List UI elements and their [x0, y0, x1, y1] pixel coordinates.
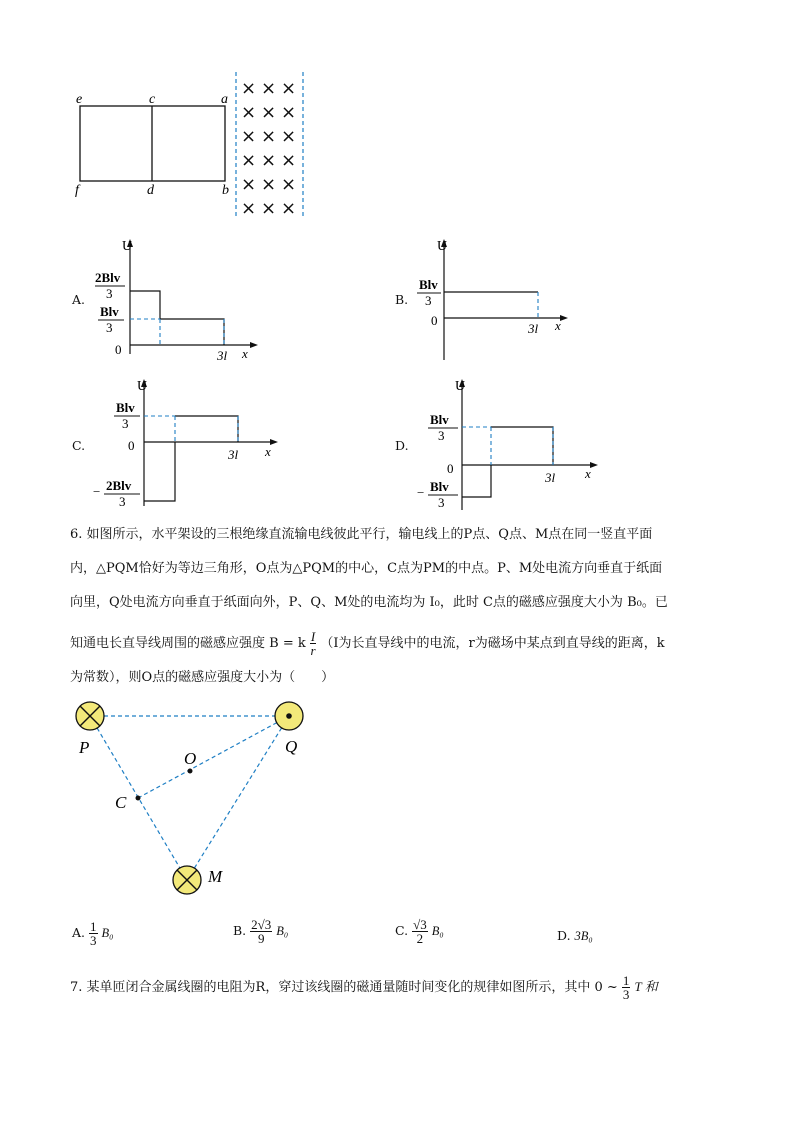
field-cross-symbol: ×	[261, 78, 277, 99]
y-neg-sign: −	[93, 484, 101, 499]
triangle-figure	[66, 696, 326, 906]
graph-c-curve-pos	[175, 416, 238, 442]
y-den: 3	[425, 293, 432, 308]
axis-u-label: U	[455, 379, 466, 394]
field-cross-symbol: ×	[241, 198, 257, 219]
label-b: b	[222, 183, 229, 198]
axis-x-label: x	[585, 466, 591, 481]
frac-num: √3	[413, 917, 427, 932]
q6-option-b[interactable]	[233, 918, 288, 945]
formula-num: I	[310, 629, 316, 644]
graph-a	[92, 234, 267, 364]
axis-u-label: U	[437, 239, 448, 254]
circuit-figure	[60, 66, 320, 226]
frac-den: 2	[416, 931, 424, 946]
field-cross-symbol: ×	[281, 102, 297, 123]
q6-option-c-tail: B₀	[431, 924, 444, 938]
label-e: e	[76, 92, 83, 107]
field-cross-symbol: ×	[241, 174, 257, 195]
field-cross-symbol: ×	[241, 78, 257, 99]
graph-a-curve	[130, 291, 224, 345]
q6-option-a-tail: B₀	[101, 926, 114, 940]
label-f: f	[75, 183, 79, 198]
graph-c-curve-neg	[144, 442, 175, 501]
frac-num: 2√3	[251, 917, 272, 932]
graph-d	[414, 374, 614, 519]
graph-d-curve-neg	[462, 465, 491, 497]
q6-line-5: 为常数），则O点的磁感应强度大小为（ ）	[70, 670, 335, 685]
y-neg-num: 2Blv	[106, 478, 132, 493]
frac-den: 3	[622, 987, 630, 1002]
y-pos-den: 3	[438, 428, 445, 443]
field-cross-symbol: ×	[281, 198, 297, 219]
axis-u-label: U	[122, 239, 133, 254]
label-a: a	[221, 92, 228, 107]
field-cross-symbol: ×	[241, 126, 257, 147]
formula-den: r	[310, 643, 316, 658]
field-cross-symbol: ×	[241, 150, 257, 171]
option-b-label: B.	[395, 292, 409, 307]
label-d: d	[147, 183, 154, 198]
frac-den: 9	[257, 931, 265, 946]
field-cross-symbol: ×	[281, 126, 297, 147]
field-cross-symbol: ×	[261, 150, 277, 171]
formula-fraction	[310, 630, 316, 657]
q7-line-1	[70, 974, 720, 1001]
graph-c	[92, 374, 292, 514]
origin-label: 0	[115, 342, 122, 357]
origin-label: 0	[431, 313, 438, 328]
label-c: C	[115, 793, 127, 812]
field-cross-symbol: ×	[261, 198, 277, 219]
label-m: M	[208, 867, 223, 886]
option-d-label: D.	[395, 438, 409, 453]
q6-option-c-label: C.	[395, 923, 409, 938]
field-cross-symbol: ×	[261, 126, 277, 147]
x-tick-3l: 3l	[217, 348, 228, 363]
q6-line-4-a: 知通电长直导线周围的磁感应强度 B = k	[70, 636, 306, 651]
y-high-den: 3	[106, 286, 113, 301]
wire-p-into-page	[76, 702, 104, 730]
field-cross-symbol: ×	[281, 78, 297, 99]
axis-x-label: x	[555, 318, 561, 333]
field-cross-symbol: ×	[281, 174, 297, 195]
y-neg-num: Blv	[430, 479, 449, 494]
point-o	[188, 769, 193, 774]
label-o: O	[184, 749, 197, 768]
field-cross-symbol: ×	[241, 102, 257, 123]
field-cross-symbol: ×	[281, 150, 297, 171]
q6-option-a-label: A.	[72, 925, 86, 940]
label-p: P	[79, 738, 90, 757]
origin-label: 0	[447, 461, 454, 476]
q6-line-1: 6. 如图所示，水平架设的三根绝缘直流输电线彼此平行，输电线上的P点、Q点、M点在同一竖直平面	[70, 527, 653, 542]
q6-line-2: 内，△PQM恰好为等边三角形，O点为△PQM的中心，C点为PM的中点。P、M处电流方向垂直于纸面	[70, 561, 663, 576]
q6-option-a[interactable]	[72, 920, 113, 947]
point-c	[136, 796, 141, 801]
q6-option-d-label: D.	[557, 928, 571, 943]
q6-option-d[interactable]	[557, 928, 593, 944]
magnetic-field-grid	[241, 78, 296, 219]
label-q: Q	[285, 737, 298, 756]
q6-option-b-label: B.	[233, 923, 247, 938]
axis-u-label: U	[137, 379, 148, 394]
q7-text: 7. 某单匝闭合金属线圈的电阻为R，穿过该线圈的磁通量随时间变化的规律如图所示，其中 0 ~	[70, 980, 618, 995]
frac-num: 1	[622, 973, 630, 988]
q6-option-b-frac	[250, 918, 272, 945]
x-tick-3l: 3l	[528, 321, 539, 336]
y-neg-sign: −	[417, 485, 425, 500]
y-low-num: Blv	[100, 304, 119, 319]
origin-label: 0	[128, 438, 135, 453]
field-cross-symbol: ×	[261, 102, 277, 123]
graph-d-curve-pos	[491, 427, 553, 465]
option-c-label: C.	[72, 438, 86, 453]
q6-line-4	[70, 630, 720, 657]
q6-option-c[interactable]	[395, 918, 444, 945]
x-tick-3l: 3l	[545, 470, 556, 485]
frac-den: 3	[90, 933, 97, 948]
frac-num: 1	[90, 919, 97, 934]
y-neg-den: 3	[119, 494, 126, 509]
q6-option-a-frac	[89, 920, 98, 947]
q6-option-d-text: 3B₀	[574, 929, 593, 943]
y-high-num: 2Blv	[95, 270, 121, 285]
y-neg-den: 3	[438, 495, 445, 510]
x-tick-3l: 3l	[228, 447, 239, 462]
axis-x-label: x	[242, 346, 248, 361]
q6-option-b-tail: B₀	[276, 924, 289, 938]
y-low-den: 3	[106, 320, 113, 335]
wire-q-out-of-page	[275, 702, 303, 730]
label-c: c	[149, 92, 156, 107]
graph-b	[414, 234, 574, 364]
q6-line-3: 向里，Q处电流方向垂直于纸面向外，P、Q、M处的电流均为 I₀，此时 C点的磁感应强度大小为 B₀。已	[70, 595, 668, 610]
y-num: Blv	[419, 277, 438, 292]
option-a-label: A.	[72, 292, 86, 307]
q6-line-4-b: （I为长直导线中的电流，r为磁场中某点到直导线的距离，k	[320, 636, 665, 651]
y-pos-den: 3	[122, 416, 129, 431]
y-pos-num: Blv	[116, 400, 135, 415]
field-cross-symbol: ×	[261, 174, 277, 195]
q7-tail: T 和	[634, 979, 658, 994]
axis-x-label: x	[265, 444, 271, 459]
q6-option-c-frac	[412, 918, 428, 945]
wire-m-into-page	[173, 866, 201, 894]
y-pos-num: Blv	[430, 412, 449, 427]
q7-fraction	[622, 974, 631, 1001]
